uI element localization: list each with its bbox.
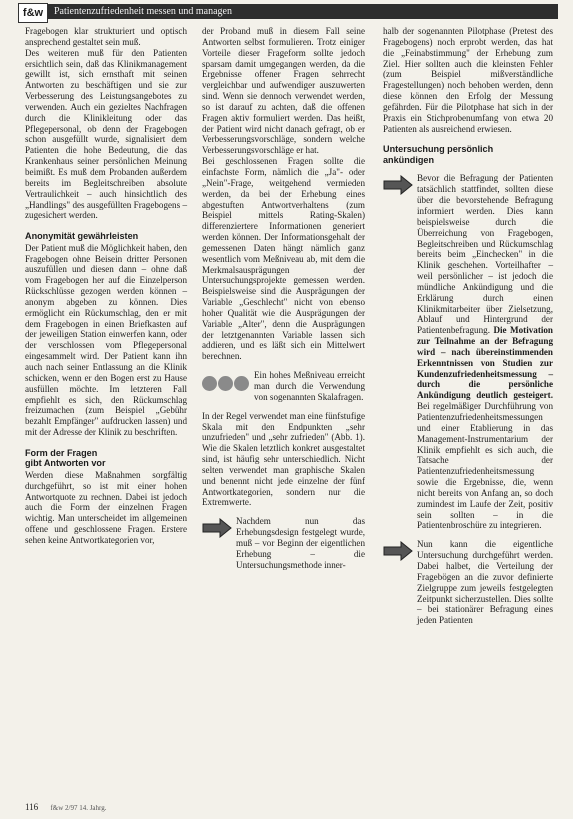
pull-quote	[202, 370, 365, 403]
paragraph: Fragebogen klar strukturiert und optisch ansprechend gestaltet sein muß.	[25, 26, 187, 47]
paragraph-text: Bei regelmäßiger Durchführung von Patientenzufriedenheitsmessungen und einer Etablierung in das Management-Instrumentarium der Klinik empfiehlt es sich auch, die Tatsache der Patientenzufriedenheitsmessung sowie die Ergebnisse, die, wenn nicht bereits von Anfang an, so doch zumindest im Laufe der Zeit, positiv sein sollten – in die Patientenbroschüre zu integrieren.	[417, 401, 553, 531]
arrow-paragraph	[383, 539, 553, 626]
pull-quote-text: Ein hohes Meßniveau erreicht man durch die Verwendung von sogenannten Skalafragen.	[254, 370, 365, 402]
paragraph: Nachdem nun das Erhebungsdesign festgelegt wurde, muß – vor Beginn der eigentlichen Erhebung – die Untersuchungsmethode inner-	[236, 516, 365, 570]
page-number: 116	[25, 802, 39, 812]
section-heading-line-2: gibt Antworten vor	[25, 458, 106, 469]
section-heading-line-1: Untersuchung persönlich	[383, 144, 494, 155]
section-heading-line-2: ankündigen	[383, 154, 435, 165]
column-2	[202, 26, 365, 579]
issue-info: f&w 2/97 14. Jahrg.	[50, 804, 107, 812]
page-header	[18, 3, 558, 21]
arrow-right-icon	[383, 175, 413, 195]
section-heading: Anonymität gewährleisten	[25, 231, 139, 242]
highlighted-text: Die Motivation zur Teilnahme an der Befragung wird – nach übereinstimmenden Erkenntnissen von Studien zur Kundenzufriedenheitsmessung – durch die persönliche Ankündigung deutlich gesteigert.	[417, 325, 553, 401]
arrow-paragraph	[383, 173, 553, 531]
paragraph: Der Patient muß die Möglichkeit haben, den Fragebogen ohne Beisein dritter Personen auszufüllen und diesen dann – ohne daß vom Fragebogen her auf die Einzelperson Rückschlüsse gezogen werden können – anonym abgeben zu können. Dies ermöglicht ein Rückumschlag, den er mit dem Fragebogen in einen Briefkasten auf der jeweiligen Station einwerfen kann, oder der verschlossen vom Pflegepersonal eingesammelt wird. Der Patient kann ihn auch nach seiner Entlassung an die Klinik schicken, wenn er den Bogen erst zu Hause ausfüllen möchte. Im letzteren Fall empfiehlt es sich, den Rückumschlag freizumachen (zum Beispiel „Gebühr bezahlt Empfänger" aufdrucken lassen) und mit der Adresse der Klinik zu beschriften.	[25, 242, 187, 438]
paragraph	[417, 173, 553, 531]
paragraph-text: Bevor die Befragung der Patienten tatsächlich stattfindet, sollten diese über die bevorstehende Befragung informiert werden. Dies kann beispielsweise durch die Überreichung von Fragebogen, Begleitschreiben und Rückumschlag bereits beim „Einchecken" in die Klinik geschehen. Vorteilhafter – weil persönlicher – ist jedoch die mündliche Ankündigung und die Erklärung durch einen Klinikmitarbeiter über Zielsetzung, Ablauf und Hintergrund der Patientenbefragung.	[417, 173, 553, 336]
paragraph: der Proband muß in diesem Fall seine Antworten selbst formulieren. Trotz einiger Vorteile dieser Frageform sollte jedoch sparsam damit umgegangen werden, da die Ergebnisse offener Fragen sehrrecht vergleichbar und aufwendiger auszuwerten sind. Wenn sie dennoch verwendet werden, so ist darauf zu achten, daß die offenen Fragen aktiv formuliert werden. Das heißt, der Patient wird nicht danach gefragt, ob er Verbesserungsvorschläge, sondern welche Verbesserungsvorschläge er hat.	[202, 26, 365, 156]
bullet-dots-icon	[202, 372, 250, 394]
paragraph: Des weiteren muß für den Patienten ersichtlich sein, daß das Klinikmanagement gewillt ist, sich ernsthaft mit seinen Antworten zu beschäftigen und sie zur Verbesserung des Leistungsangebotes zu verwenden. Auch ein gezieltes Nachfragen durch die Klinikleitung oder das Pflegepersonal, ob denn der Fragebogen schon ausgefüllt wurde, signalisiert dem Patienten die hohe Bedeutung, die das Krankenhaus seiner persönlichen Meinung beimißt. Es muß dem Probanden außerdem bereits im Begleitschreiben absolute Vertraulichkeit – auch hinsichtlich des „Handlings" des ausgefüllten Fragebogens – zugesichert werden.	[25, 47, 187, 221]
column-1	[25, 26, 187, 546]
section-heading	[383, 144, 553, 165]
running-title: Patientenzufriedenheit messen und managen	[48, 4, 558, 19]
paragraph: Bei geschlossenen Fragen sollte die einfachste Form, nämlich die „Ja"- oder „Nein"-Frage, weitgehend vermieden werden, da bei der Erhebung eines abgestuften Antwortverhaltens (zum Beispiel mittels Rating-Skalen) differenziertere Informationen generiert werden können. Der Informationsgehalt der gemessenen Daten hängt nämlich ganz wesentlich vom Meßniveau ab, mit dem die Merkmalsausprägungen der Untersuchungsprojekte gemessen werden. Beispielsweise sind die Ausprägungen der Variable „Geschlecht" nicht von ebenso hoher Qualität wie die Ausprägungen der Variable „Alter", denn die Ausprägungen der letztgenannten Variable lassen sich addieren, und es läßt sich ein Mittelwert berechnen.	[202, 156, 365, 362]
arrow-right-icon	[383, 541, 413, 561]
arrow-right-icon	[202, 518, 232, 538]
paragraph: Werden diese Maßnahmen sorgfältig durchgeführt, so ist mit einer hohen Antwortquote zu rechnen. Dabei ist jedoch auch die Form der einzelnen Fragen wichtig. Man unterscheidet im allgemeinen offene und geschlossene Fragen. Erstere sehen keine Antwortkategorien vor,	[25, 469, 187, 545]
arrow-paragraph	[202, 516, 365, 570]
magazine-logo: f&w	[18, 3, 48, 23]
section-heading	[25, 448, 187, 469]
paragraph: In der Regel verwendet man eine fünfstufige Skala mit den Endpunkten „sehr unzufrieden" und „sehr zufrieden" (Abb. 1). Wie die Skalen letztlich konkret ausgestaltet sind, ist häufig sehr unterschiedlich. Nicht selten verwendet man graphische Skalen und benennt nicht jede einzelne der fünf Antwortkategorien, sondern nur die Extremwerte.	[202, 410, 365, 508]
paragraph: halb der sogenannten Pilotphase (Pretest des Fragebogens) noch erprobt werden, das hat die „Feinabstimmung" der Erhebung zum Ziel. Hier sollten auch die kleinsten Fehler (zum Beispiel mißverständliche Fragestellungen) noch behoben werden, denn diese können den Erfolg der Messung gefährden. Für die Pilotphase hat sich in der Praxis ein Stichprobenumfang von etwa 20 Patienten als ausreichend erwiesen.	[383, 26, 553, 134]
paragraph: Nun kann die eigentliche Untersuchung durchgeführt werden. Dabei halbet, die Verteilung der Fragebögen an die zuvor definierte Zielgruppe zum jeweils festgelegten Zeitpunkt sicherzustellen. Dies sollte – bei stationärer Befragung eines jeden Patienten	[417, 539, 553, 626]
column-3	[383, 26, 553, 634]
section-heading-line-1: Form der Fragen	[25, 447, 98, 458]
page-footer	[25, 802, 116, 812]
